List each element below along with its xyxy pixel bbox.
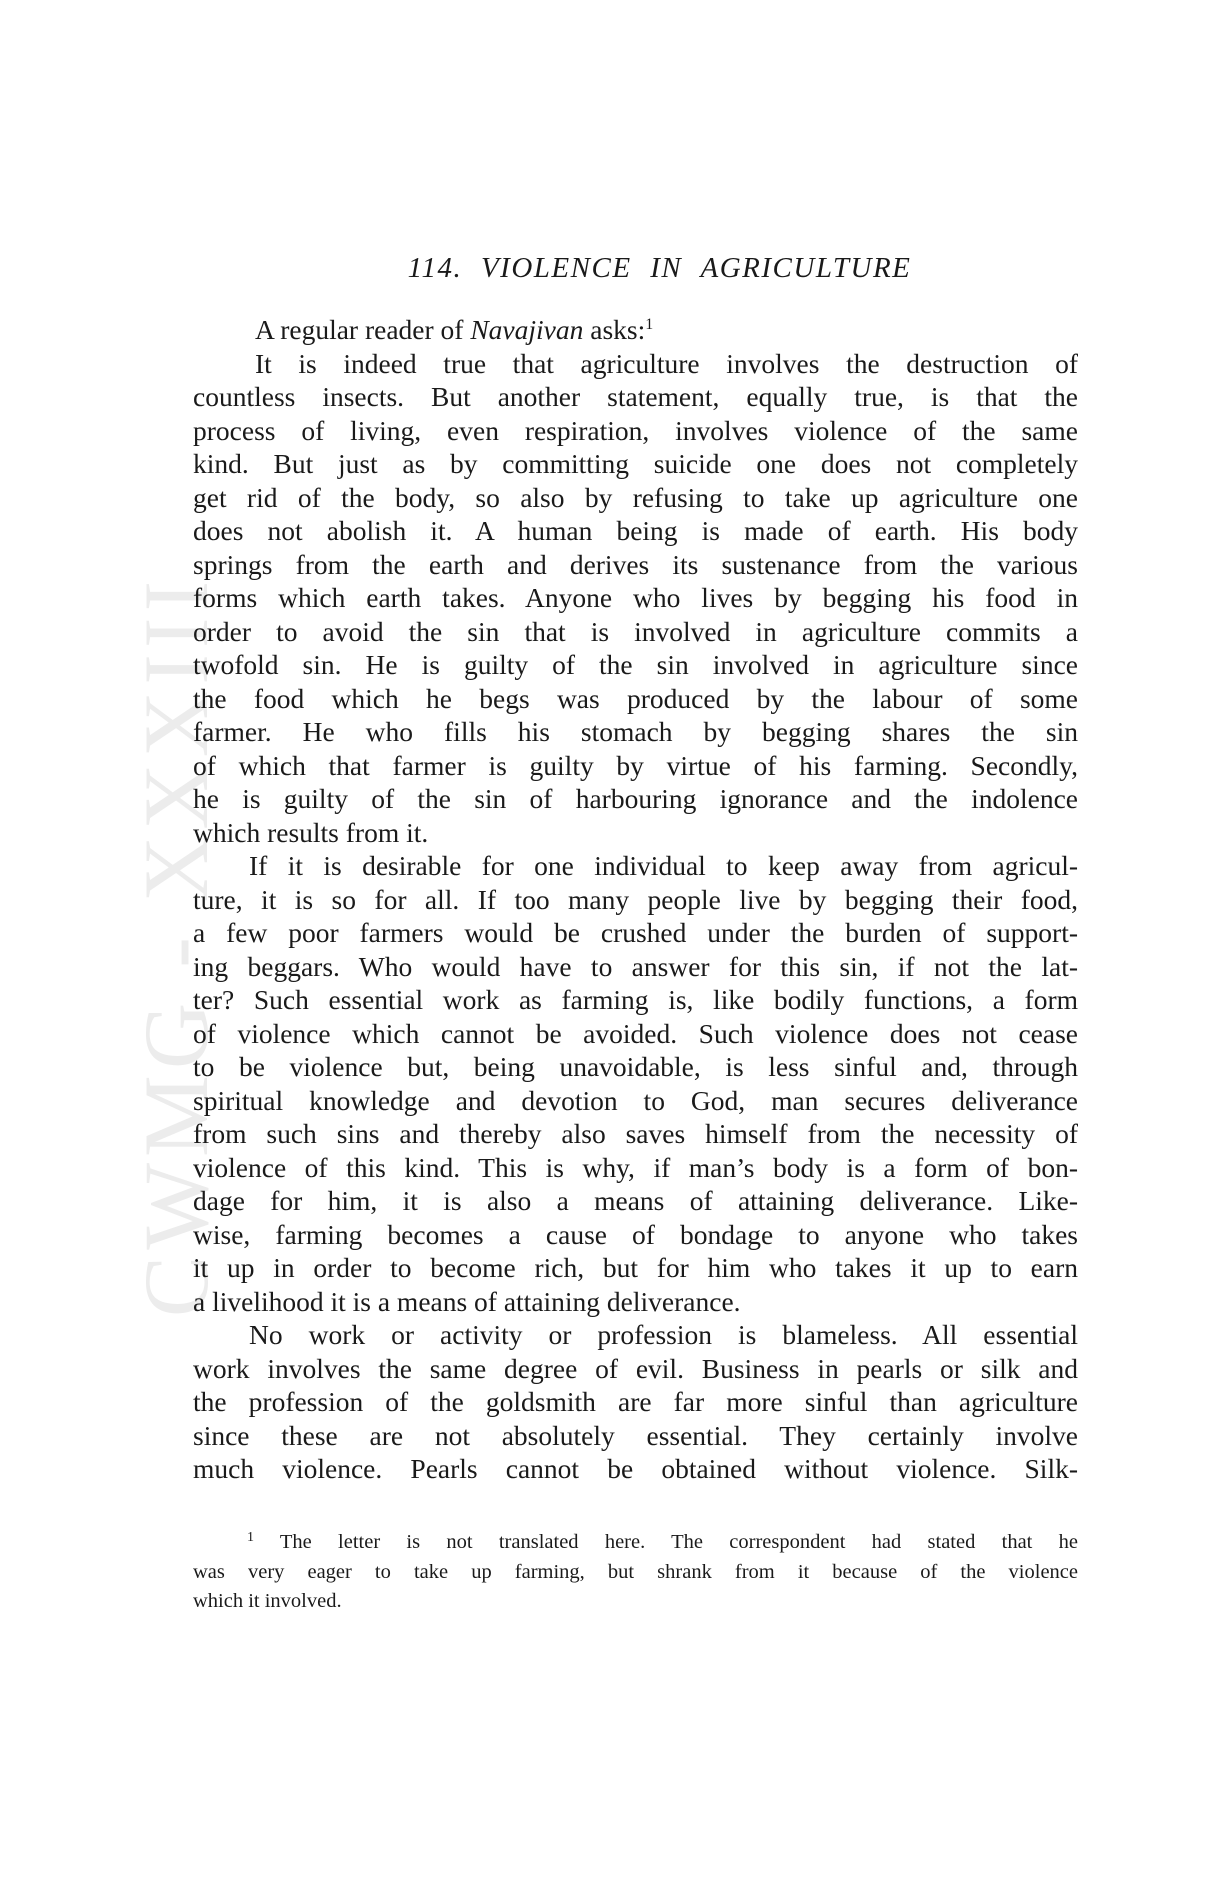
article-body (193, 313, 1078, 1486)
text-line: to be violence but, being unavoidable, is less sinful and, through (193, 1051, 1078, 1082)
text-line: ture, it is so for all. If too many people live by begging their food, (193, 883, 1078, 915)
footnote-line: $^1$ The letter is not translated here. The correspondent had stated that he (247, 1530, 1078, 1553)
text-line: since these are not absolutely essential. They certainly involve (193, 1419, 1078, 1451)
text-line: it up in order to become rich, but for him who takes it up to earn (193, 1252, 1078, 1283)
text-line: much violence. Pearls cannot be obtained without violence. Silk- (193, 1453, 1078, 1484)
watermark: CWMG - XXXIII (125, 574, 227, 1318)
text-line: the food which he begs was produced by the labour of some (193, 682, 1078, 714)
text-line: does not abolish it. A human being is made of earth. His body (193, 515, 1078, 546)
text-line: spiritual knowledge and devotion to God, man secures deliverance (193, 1084, 1078, 1116)
text-segment: asks: (583, 314, 646, 345)
text-line: get rid of the body, so also by refusing to take up agriculture one (193, 481, 1078, 513)
footnote-ref: 1 (645, 316, 654, 333)
text-line: If it is desirable for one individual to keep away from agricul- (249, 850, 1078, 881)
footnote-line: was very eager to take up farming, but shrank from it because of the violence (193, 1560, 1078, 1583)
text-line: which results from it. (193, 816, 429, 848)
text-line: twofold sin. He is guilty of the sin involved in agriculture since (193, 649, 1078, 680)
text-line: ing beggars. Who would have to answer for this sin, if not the lat- (193, 950, 1078, 982)
text-line: process of living, even respiration, involves violence of the same (193, 414, 1078, 446)
text-line: a livelihood it is a means of attaining deliverance. (193, 1285, 741, 1317)
text-line: violence of this kind. This is why, if man’s body is a form of bon- (193, 1151, 1078, 1183)
text-line: the profession of the goldsmith are far more sinful than agriculture (193, 1386, 1078, 1417)
text-line: springs from the earth and derives its sustenance from the various (193, 548, 1078, 580)
text-line: from such sins and thereby also saves himself from the necessity of (193, 1118, 1078, 1149)
text-line: kind. But just as by committing suicide one does not completely (193, 448, 1078, 479)
text-line: forms which earth takes. Anyone who lives by begging his food in (193, 582, 1078, 613)
paragraph (193, 313, 1078, 347)
text-line: farmer. He who fills his stomach by begging shares the sin (193, 716, 1078, 747)
footnote (193, 1528, 1078, 1617)
text-line (193, 313, 1078, 347)
text-line: wise, farming becomes a cause of bondage to anyone who takes (193, 1218, 1078, 1250)
paragraph (193, 1318, 1078, 1486)
paragraph (193, 347, 1078, 850)
text-segment: A regular reader of (255, 314, 471, 345)
text-line: a few poor farmers would be crushed under the burden of support- (193, 917, 1078, 948)
text-line: of which that farmer is guilty by virtue of his farming. Secondly, (193, 749, 1078, 781)
article-title: 114. VIOLENCE IN AGRICULTURE (407, 252, 912, 284)
italic-title: Navajivan (470, 314, 584, 345)
text-line: work involves the same degree of evil. Business in pearls or silk and (193, 1352, 1078, 1384)
text-line: he is guilty of the sin of harbouring ignorance and the indolence (193, 783, 1078, 814)
text-line: dage for him, it is also a means of attaining deliverance. Like- (193, 1185, 1078, 1216)
paragraph (193, 849, 1078, 1318)
footnote-line: which it involved. (193, 1590, 342, 1612)
footnote-marker: 1 (247, 1530, 254, 1545)
text-line: order to avoid the sin that is involved in agriculture commits a (193, 615, 1078, 647)
text-line: of violence which cannot be avoided. Such violence does not cease (193, 1017, 1078, 1049)
text-line: It is indeed true that agriculture involves the destruction of (255, 347, 1078, 379)
text-line: ter? Such essential work as farming is, like bodily functions, a form (193, 984, 1078, 1015)
text-line: countless insects. But another statement, equally true, is that the (193, 381, 1078, 412)
text-line: No work or activity or profession is blameless. All essential (249, 1319, 1078, 1350)
